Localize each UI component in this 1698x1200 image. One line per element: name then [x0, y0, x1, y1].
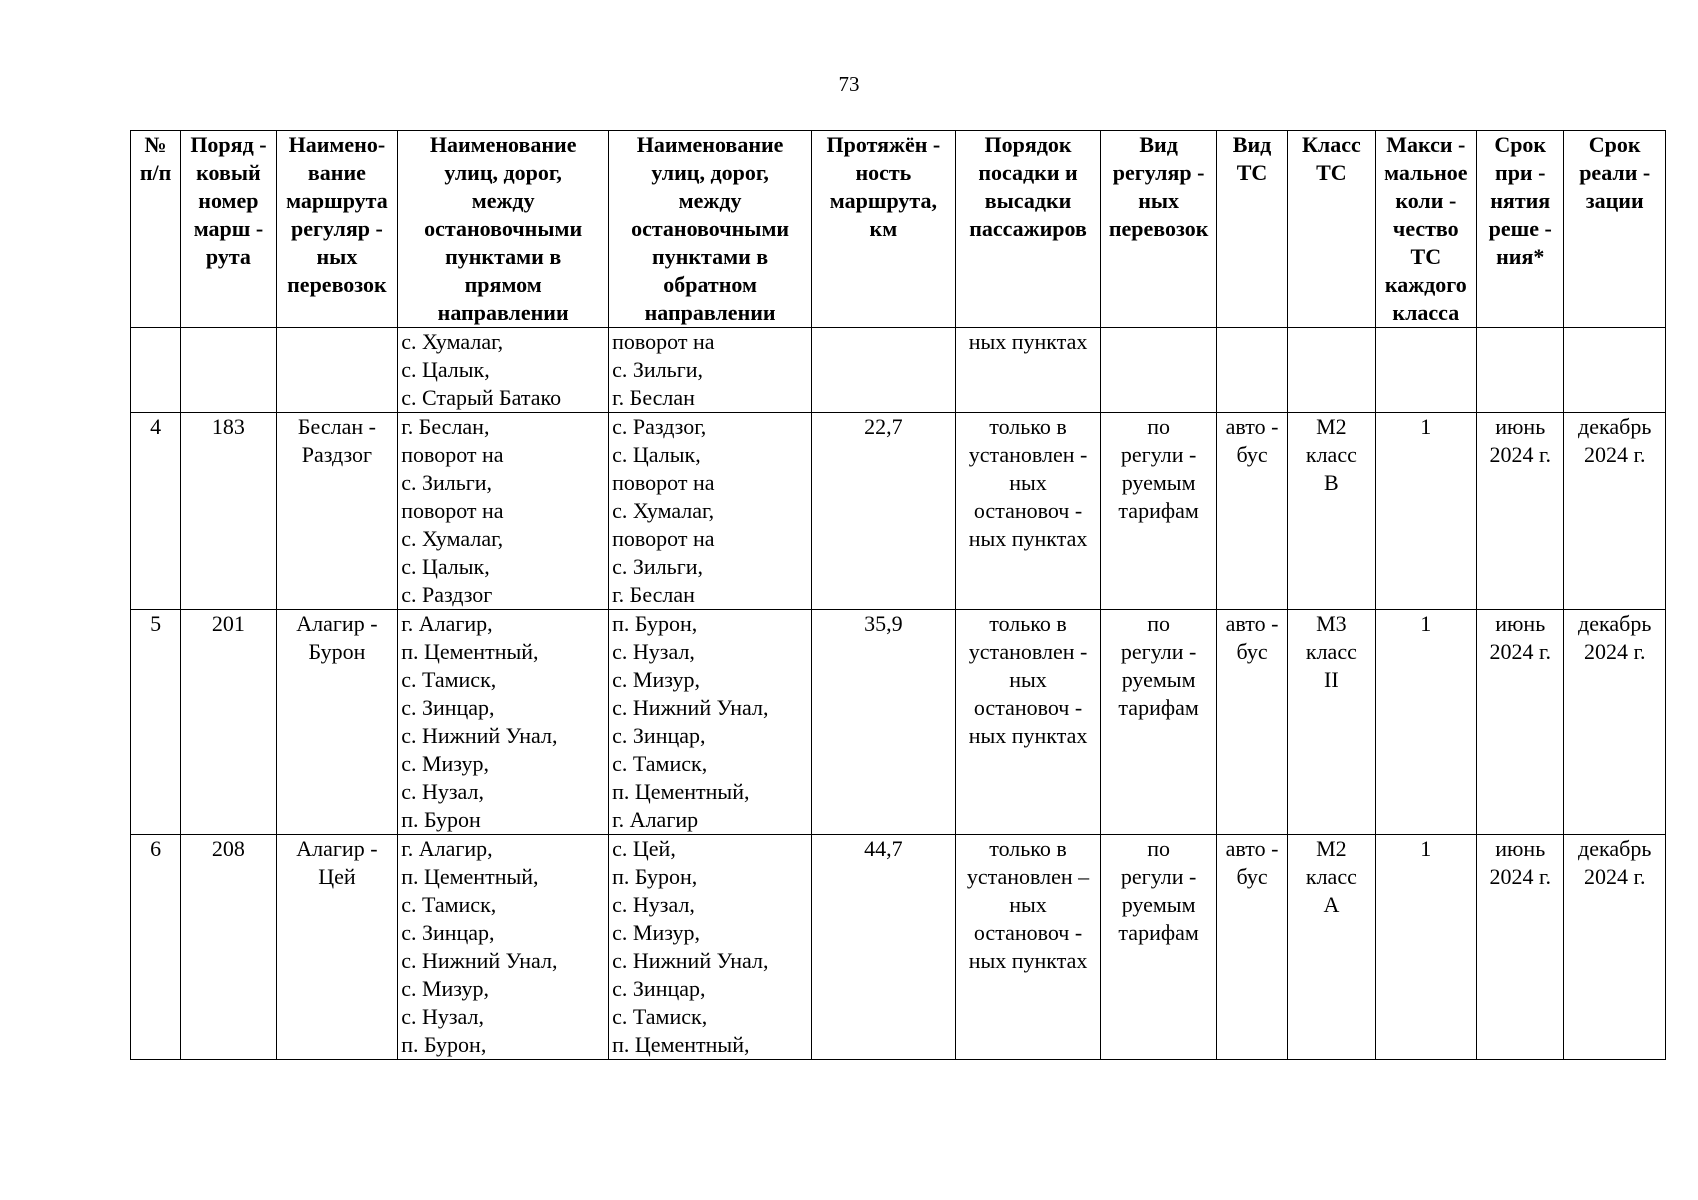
cell-text-line: с. Хумалаг,: [612, 498, 715, 523]
cell-text-line: бус: [1236, 864, 1268, 889]
cell-text-line: г. Беслан,: [401, 414, 490, 439]
cell-text-line: с. Тамиск,: [401, 892, 497, 917]
cell-text-line: с. Нузал,: [612, 892, 695, 917]
cell-boarding: [955, 328, 1101, 413]
cell-text-line: п. Цементный,: [612, 1032, 750, 1057]
cell-text-line: реше -: [1488, 216, 1552, 241]
cell-text-line: высадки: [984, 188, 1072, 213]
cell-text-line: ния*: [1496, 244, 1545, 269]
cell-route-name: [276, 610, 398, 835]
cell-route-name: [276, 413, 398, 610]
cell-text: 35,9: [864, 611, 903, 636]
cell-text-line: установлен -: [968, 639, 1088, 664]
cell-backward-streets: [609, 328, 812, 413]
cell-text-line: с. Цалык,: [401, 554, 490, 579]
cell-text-line: пунктами в: [445, 244, 562, 269]
cell-text-line: установлен -: [968, 442, 1088, 467]
cell-text-line: ТС: [1410, 244, 1442, 269]
table-header-row: [131, 131, 1666, 328]
cell-text-line: с. Нижний Унал,: [401, 948, 558, 973]
cell-text-line: с. Хумалаг,: [401, 526, 504, 551]
cell-text-line: Порядок: [984, 132, 1072, 157]
cell-regulation-type: [1101, 610, 1217, 835]
header-cell-vehicle-class: [1288, 131, 1375, 328]
cell-text-line: с. Цалык,: [612, 442, 701, 467]
cell-text-line: остановоч -: [973, 498, 1083, 523]
cell-text-line: п. Бурон,: [612, 611, 698, 636]
cell-text-line: с. Зинцар,: [401, 920, 495, 945]
cell-text-line: июнь: [1495, 414, 1546, 439]
cell-text-line: г. Беслан: [612, 385, 695, 410]
cell-text: 1: [1420, 836, 1432, 861]
cell-text-line: 2024 г.: [1489, 639, 1551, 664]
cell-text-line: авто -: [1225, 611, 1279, 636]
header-cell-length: [812, 131, 956, 328]
cell-text-line: пассажиров: [969, 216, 1087, 241]
cell-text-line: направлении: [644, 300, 776, 325]
cell-text-line: тарифам: [1118, 920, 1199, 945]
cell-text-line: поворот на: [401, 498, 504, 523]
table-row: [131, 413, 1666, 610]
cell-text-line: ных пунктах: [968, 526, 1088, 551]
cell-text-line: Вид: [1232, 132, 1272, 157]
cell-text-line: декабрь: [1578, 611, 1652, 636]
cell-backward-streets: [609, 413, 812, 610]
cell-text-line: с. Нузал,: [612, 639, 695, 664]
cell-text-line: ТС: [1316, 160, 1347, 185]
table-row: [131, 328, 1666, 413]
cell-vehicle-type: [1216, 328, 1287, 413]
cell-text-line: июнь: [1495, 611, 1546, 636]
cell-text-line: Срок: [1588, 132, 1641, 157]
cell-text-line: с. Мизур,: [612, 920, 700, 945]
cell-text-line: Макси -: [1386, 132, 1466, 157]
cell-text-line: А: [1323, 892, 1340, 917]
cell-text: 201: [211, 611, 245, 636]
cell-text-line: класс: [1305, 442, 1357, 467]
cell-route-name: [276, 328, 398, 413]
cell-text-line: при -: [1495, 160, 1546, 185]
cell-forward-streets: [398, 413, 609, 610]
cell-text-line: перевозок: [1108, 216, 1209, 241]
cell-text-line: регуляр -: [1112, 160, 1205, 185]
header-cell-route-number: [181, 131, 276, 328]
cell-text-line: п. Цементный,: [612, 779, 750, 804]
cell-text-line: с. Тамиск,: [612, 1004, 708, 1029]
cell-text-line: с. Раздзог,: [612, 414, 707, 439]
cell-number: [131, 328, 181, 413]
cell-text: 4: [150, 414, 162, 439]
cell-decision-date: [1477, 835, 1564, 1060]
cell-text-line: только в: [989, 414, 1067, 439]
cell-text-line: ных: [1009, 667, 1047, 692]
cell-implementation-date: [1564, 610, 1666, 835]
cell-text-line: Наименование: [429, 132, 577, 157]
cell-text-line: только в: [989, 611, 1067, 636]
cell-text-line: с. Мизур,: [612, 667, 700, 692]
cell-text-line: с. Мизур,: [401, 976, 490, 1001]
cell-text-line: Алагир -: [296, 611, 378, 636]
cell-text-line: реали -: [1579, 160, 1651, 185]
header-cell-regulation-type: [1101, 131, 1217, 328]
cell-text-line: п. Бурон,: [401, 1032, 487, 1057]
cell-text-line: М2: [1316, 414, 1347, 439]
cell-text-line: коли -: [1395, 188, 1457, 213]
routes-table: [130, 130, 1666, 1060]
cell-text-line: с. Зинцар,: [612, 976, 706, 1001]
cell-text-line: Алагир -: [296, 836, 378, 861]
cell-length: [812, 835, 956, 1060]
cell-text-line: Наименование: [636, 132, 784, 157]
cell-text-line: с. Нижний Унал,: [612, 948, 769, 973]
cell-vehicle-type: [1216, 610, 1287, 835]
header-cell-decision-date: [1477, 131, 1564, 328]
cell-text-line: тарифам: [1118, 498, 1199, 523]
cell-decision-date: [1477, 413, 1564, 610]
cell-text-line: тарифам: [1118, 695, 1199, 720]
cell-text-line: Раздзог: [301, 442, 373, 467]
cell-text-line: руемым: [1121, 892, 1196, 917]
cell-backward-streets: [609, 835, 812, 1060]
cell-text-line: нятия: [1490, 188, 1551, 213]
cell-text-line: Поряд -: [190, 132, 267, 157]
cell-text-line: п. Бурон: [401, 807, 481, 832]
cell-text-line: Протяжён -: [826, 132, 941, 157]
cell-number: [131, 835, 181, 1060]
cell-text-line: М2: [1316, 836, 1347, 861]
header-cell-implementation-date: [1564, 131, 1666, 328]
cell-text-line: регули -: [1120, 639, 1197, 664]
cell-text-line: с. Нижний Унал,: [612, 695, 769, 720]
cell-text-line: бус: [1236, 639, 1268, 664]
cell-max-quantity: [1375, 413, 1476, 610]
cell-text-line: с. Тамиск,: [401, 667, 497, 692]
cell-text-line: км: [869, 216, 898, 241]
header-cell-number: [131, 131, 181, 328]
cell-text-line: М3: [1316, 611, 1347, 636]
cell-text-line: ных: [316, 244, 358, 269]
cell-max-quantity: [1375, 610, 1476, 835]
cell-text-line: авто -: [1225, 836, 1279, 861]
cell-text-line: ных: [1138, 188, 1180, 213]
cell-text-line: 2024 г.: [1583, 639, 1646, 664]
cell-text-line: вание: [307, 160, 366, 185]
cell-text-line: каждого: [1384, 272, 1467, 297]
cell-text-line: с. Цалык,: [401, 357, 490, 382]
cell-implementation-date: [1564, 835, 1666, 1060]
cell-vehicle-class: [1288, 328, 1375, 413]
cell-route-number: [181, 328, 276, 413]
cell-text-line: рута: [205, 244, 251, 269]
cell-forward-streets: [398, 328, 609, 413]
cell-text-line: с. Нузал,: [401, 1004, 484, 1029]
cell-text-line: мальное: [1384, 160, 1468, 185]
cell-text-line: руемым: [1121, 667, 1196, 692]
cell-route-number: [181, 413, 276, 610]
page-number: 73: [838, 72, 860, 96]
cell-text-line: с. Старый Батако: [401, 385, 562, 410]
cell-text-line: марш -: [193, 216, 264, 241]
cell-text-line: поворот на: [401, 442, 504, 467]
cell-text-line: класс: [1305, 864, 1357, 889]
cell-text-line: ных: [1009, 892, 1047, 917]
cell-vehicle-class: [1288, 413, 1375, 610]
cell-text: 44,7: [864, 836, 903, 861]
cell-text-line: между: [471, 188, 535, 213]
cell-length: [812, 413, 956, 610]
cell-route-number: [181, 610, 276, 835]
cell-number: [131, 610, 181, 835]
cell-text-line: посадки и: [978, 160, 1078, 185]
cell-text-line: с. Зинцар,: [401, 695, 495, 720]
cell-forward-streets: [398, 610, 609, 835]
cell-text-line: декабрь: [1578, 836, 1652, 861]
cell-text-line: перевозок: [287, 272, 387, 297]
cell-decision-date: [1477, 610, 1564, 835]
cell-text-line: по: [1147, 414, 1170, 439]
cell-text-line: г. Алагир: [612, 807, 699, 832]
cell-text: 208: [211, 836, 245, 861]
cell-max-quantity: [1375, 835, 1476, 1060]
cell-vehicle-type: [1216, 835, 1287, 1060]
cell-text-line: Срок: [1494, 132, 1547, 157]
cell-text-line: по: [1147, 611, 1170, 636]
cell-text-line: II: [1324, 667, 1339, 692]
cell-text-line: улиц, дорог,: [444, 160, 562, 185]
cell-text-line: Бурон: [308, 639, 366, 664]
cell-vehicle-type: [1216, 413, 1287, 610]
cell-text-line: с. Раздзог: [401, 582, 493, 607]
cell-text-line: Беслан -: [297, 414, 376, 439]
cell-text-line: поворот на: [612, 526, 715, 551]
cell-boarding: [955, 835, 1101, 1060]
cell-text-line: зации: [1585, 188, 1644, 213]
cell-text-line: остановочными: [424, 216, 583, 241]
cell-text-line: с. Зильги,: [612, 357, 704, 382]
cell-length: [812, 610, 956, 835]
header-cell-max-quantity: [1375, 131, 1476, 328]
header-cell-route-name: [276, 131, 398, 328]
cell-text-line: декабрь: [1578, 414, 1652, 439]
cell-text-line: поворот на: [612, 329, 715, 354]
cell-max-quantity: [1375, 328, 1476, 413]
cell-text: 6: [150, 836, 162, 861]
cell-number: [131, 413, 181, 610]
cell-text-line: установлен –: [966, 864, 1090, 889]
cell-implementation-date: [1564, 413, 1666, 610]
cell-text-line: 2024 г.: [1489, 442, 1551, 467]
cell-text-line: 2024 г.: [1583, 442, 1646, 467]
cell-text-line: маршрута,: [829, 188, 937, 213]
cell-text: 183: [211, 414, 245, 439]
cell-text-line: ных: [1009, 470, 1047, 495]
cell-text-line: ных пунктах: [968, 329, 1088, 354]
cell-text-line: номер: [198, 188, 259, 213]
header-cell-forward-streets: [398, 131, 609, 328]
cell-text-line: регули -: [1120, 864, 1197, 889]
cell-text: 1: [1420, 611, 1432, 636]
cell-implementation-date: [1564, 328, 1666, 413]
cell-boarding: [955, 610, 1101, 835]
cell-text-line: 2024 г.: [1583, 864, 1646, 889]
cell-text-line: пунктами в: [652, 244, 769, 269]
cell-text-line: Цей: [318, 864, 356, 889]
cell-text-line: ковый: [196, 160, 261, 185]
cell-vehicle-class: [1288, 610, 1375, 835]
cell-text-line: чество: [1392, 216, 1459, 241]
header-cell-boarding: [955, 131, 1101, 328]
cell-length: [812, 328, 956, 413]
cell-text-line: г. Алагир,: [401, 611, 493, 636]
cell-text-line: регуляр -: [291, 216, 383, 241]
cell-text-line: ТС: [1236, 160, 1268, 185]
cell-text-line: Класс: [1301, 132, 1361, 157]
cell-boarding: [955, 413, 1101, 610]
cell-text-line: улиц, дорог,: [651, 160, 769, 185]
cell-text-line: руемым: [1121, 470, 1196, 495]
cell-regulation-type: [1101, 413, 1217, 610]
cell-text-line: ных пунктах: [968, 723, 1088, 748]
cell-text-line: остановоч -: [973, 695, 1083, 720]
cell-forward-streets: [398, 835, 609, 1060]
cell-text-line: с. Нузал,: [401, 779, 484, 804]
header-cell-vehicle-type: [1216, 131, 1287, 328]
cell-text: 22,7: [864, 414, 903, 439]
cell-text-line: п. Цементный,: [401, 639, 539, 664]
cell-text-line: остановоч -: [973, 920, 1083, 945]
cell-text-line: между: [678, 188, 742, 213]
cell-text-line: авто -: [1225, 414, 1279, 439]
cell-text-line: прямом: [464, 272, 542, 297]
cell-text-line: по: [1147, 836, 1170, 861]
cell-text-line: регули -: [1120, 442, 1197, 467]
cell-route-number: [181, 835, 276, 1060]
cell-text-line: класса: [1392, 300, 1460, 325]
cell-regulation-type: [1101, 328, 1217, 413]
cell-text-line: с. Зильги,: [401, 470, 493, 495]
cell-text-line: июнь: [1495, 836, 1546, 861]
cell-text: 1: [1420, 414, 1432, 439]
cell-text-line: п. Цементный,: [401, 864, 539, 889]
cell-text-line: с. Хумалаг,: [401, 329, 504, 354]
cell-text-line: Вид: [1139, 132, 1178, 157]
cell-text-line: г. Алагир,: [401, 836, 493, 861]
cell-text-line: Наимено-: [288, 132, 386, 157]
cell-text-line: класс: [1305, 639, 1357, 664]
cell-route-name: [276, 835, 398, 1060]
table-row: [131, 610, 1666, 835]
cell-vehicle-class: [1288, 835, 1375, 1060]
cell-text-line: г. Беслан: [612, 582, 695, 607]
cell-text-line: с. Нижний Унал,: [401, 723, 558, 748]
cell-text-line: с. Тамиск,: [612, 751, 708, 776]
table-row: [131, 835, 1666, 1060]
cell-text-line: п/п: [139, 160, 172, 185]
cell-text: 5: [150, 611, 162, 636]
cell-text-line: п. Бурон,: [612, 864, 698, 889]
cell-regulation-type: [1101, 835, 1217, 1060]
cell-decision-date: [1477, 328, 1564, 413]
cell-text-line: 2024 г.: [1489, 864, 1551, 889]
cell-text-line: маршрута: [286, 188, 388, 213]
cell-text-line: направлении: [437, 300, 569, 325]
cell-backward-streets: [609, 610, 812, 835]
cell-text-line: бус: [1236, 442, 1268, 467]
cell-text-line: с. Зильги,: [612, 554, 704, 579]
header-cell-backward-streets: [609, 131, 812, 328]
cell-text-line: ных пунктах: [968, 948, 1088, 973]
cell-text-line: остановочными: [631, 216, 790, 241]
cell-text-line: только в: [989, 836, 1067, 861]
cell-text-line: обратном: [663, 272, 757, 297]
cell-text-line: с. Мизур,: [401, 751, 490, 776]
cell-text-line: поворот на: [612, 470, 715, 495]
cell-text-line: №: [144, 132, 167, 157]
cell-text-line: В: [1324, 470, 1339, 495]
cell-text-line: с. Зинцар,: [612, 723, 706, 748]
cell-text-line: ность: [855, 160, 912, 185]
cell-text-line: с. Цей,: [612, 836, 676, 861]
